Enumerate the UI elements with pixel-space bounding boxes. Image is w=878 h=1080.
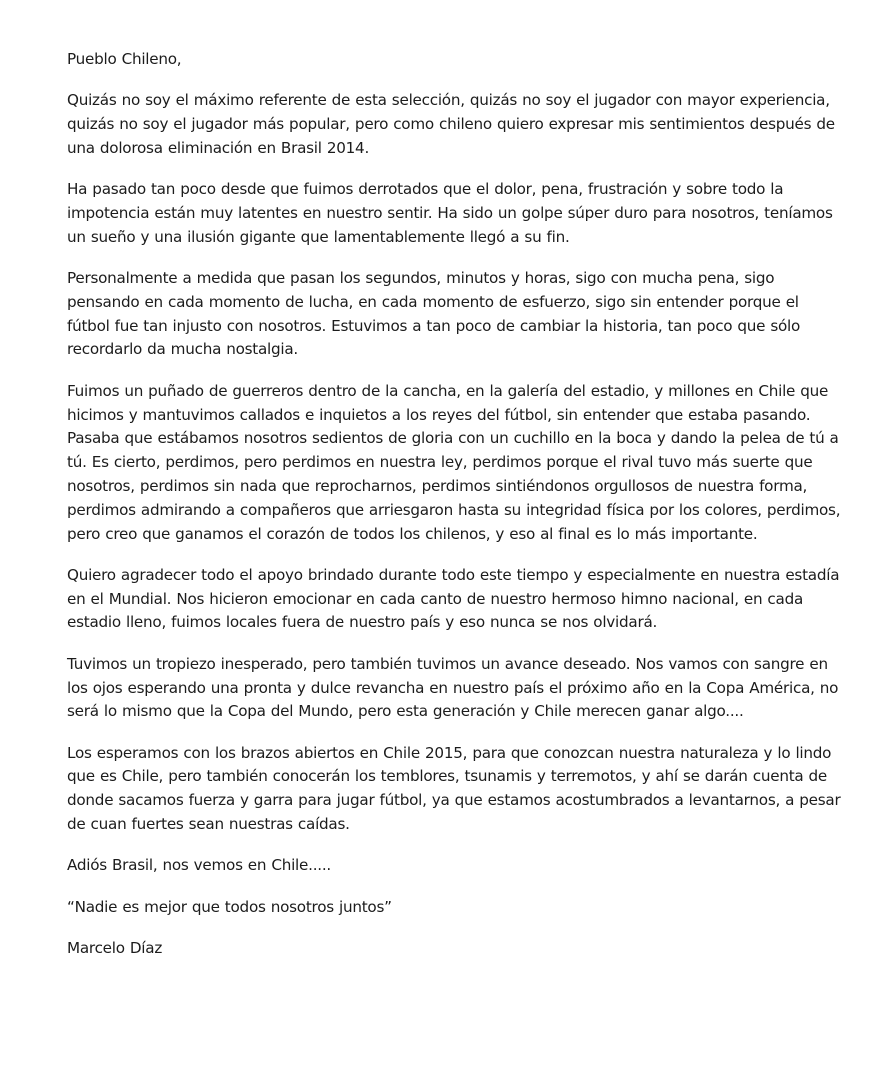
- letter-paragraph: Quiero agradecer todo el apoyo brindado durante todo este tiempo y especialmente en nuestra estadía en el Mundial. Nos hicieron emocionar en cada canto de nuestro hermoso himno nacional, en cada estadio lleno, fuimos locales fuera de nuestro país y eso nunca se nos olvidará.: [67, 565, 840, 632]
- letter-farewell: Adiós Brasil, nos vemos en Chile.....: [67, 856, 332, 875]
- letter-body: [67, 48, 842, 978]
- letter-paragraph: Quizás no soy el máximo referente de esta selección, quizás no soy el jugador con mayor experiencia, quizás no soy el jugador más popular, pero como chileno quiero expresar mis sentimientos después de una dolorosa eliminación en Brasil 2014.: [67, 91, 835, 157]
- letter-greeting: Pueblo Chileno,: [67, 50, 182, 68]
- letter-paragraph: Tuvimos un tropiezo inesperado, pero también tuvimos un avance deseado. Nos vamos con sangre en los ojos esperando una pronta y dulce revancha en nuestro país el próximo año en la Copa América, no será lo mismo que la Copa del Mundo, pero esta generación y Chile merecen ganar algo....: [67, 654, 839, 721]
- letter-paragraph: Los esperamos con los brazos abiertos en Chile 2015, para que conozcan nuestra naturaleza y lo lindo que es Chile, pero también conocerán los temblores, tsunamis y terremotos, y ahí se darán cuenta de donde sacamos fuerza y garra para jugar fútbol, ya que estamos acostumbrados a levantarnos, a pesar de cuan fuertes sean nuestras caídas.: [67, 743, 841, 834]
- letter-signature: Marcelo Díaz: [67, 938, 163, 957]
- letter-quote: “Nadie es mejor que todos nosotros juntos”: [67, 897, 392, 916]
- letter-paragraph: Fuimos un puñado de guerreros dentro de la cancha, en la galería del estadio, y millones en Chile que hicimos y mantuvimos callados e inquietos a los reyes del fútbol, sin entender que estaba pasando. Pasaba que estábamos nosotros sedientos de gloria con un cuchillo en la boca y dando la pelea de tú a tú. Es cierto, perdimos, pero perdimos en nuestra ley, perdimos porque el rival tuvo más suerte que nosotros, perdimos sin nada que reprocharnos, perdimos sintiéndonos orgullosos de nuestra forma, perdimos admirando a compañeros que arriesgaron hasta su integridad física por los colores, perdimos, pero creo que ganamos el corazón de todos los chilenos, y eso al final es lo más importante.: [67, 381, 841, 543]
- letter-paragraph: Personalmente a medida que pasan los segundos, minutos y horas, sigo con mucha pena, sigo pensando en cada momento de lucha, en cada momento de esfuerzo, sigo sin entender porque el fútbol fue tan injusto con nosotros. Estuvimos a tan poco de cambiar la historia, tan poco que sólo recordarlo da mucha nostalgia.: [67, 269, 801, 359]
- letter-paragraph: Ha pasado tan poco desde que fuimos derrotados que el dolor, pena, frustración y sobre todo la impotencia están muy latentes en nuestro sentir. Ha sido un golpe súper duro para nosotros, teníamos un sueño y una ilusión gigante que lamentablemente llegó a su fin.: [67, 180, 833, 246]
